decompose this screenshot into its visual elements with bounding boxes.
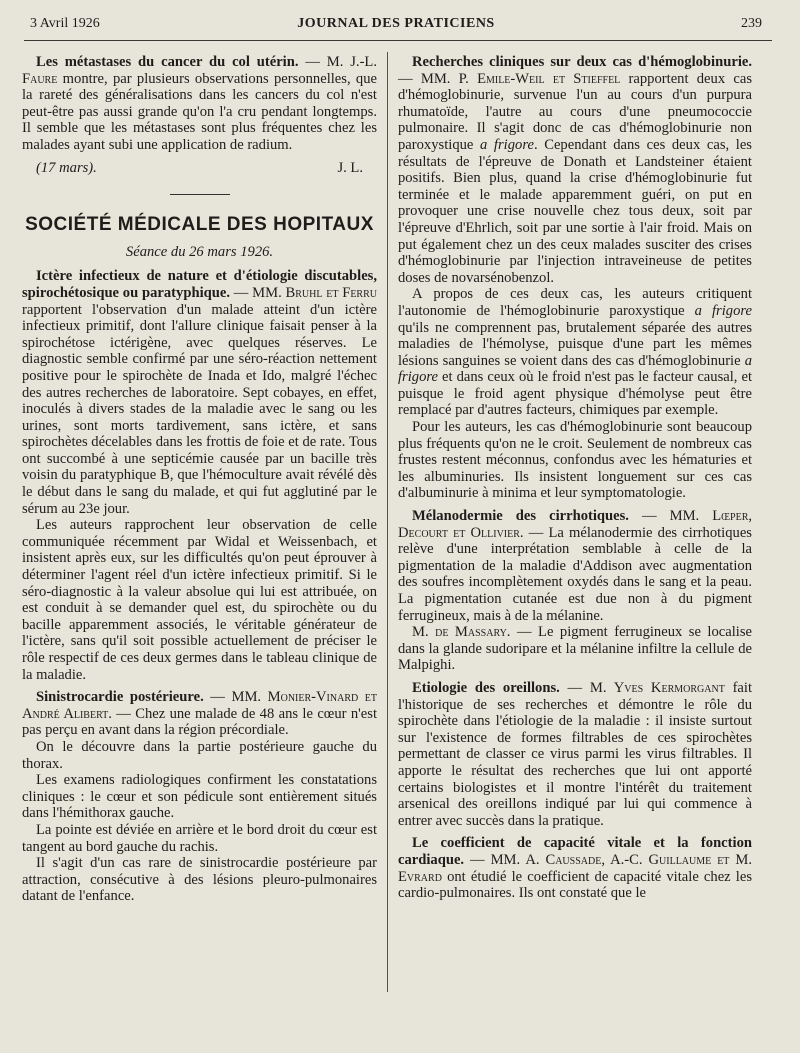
article-body: — La mélanodermie des cirrhotiques relève d'une interprétation semblable à celle de la pigmentation de la maladie d'Addison avec augmentation des soufres incomplètement oxydés dans le sang et la peau. La pigmentation cutanée est due non à du pigment ferrugineux, mais à de la mélanine.: [398, 524, 752, 624]
article-title: Etiologie des oreillons.: [412, 679, 560, 696]
article-paragraph: Il s'agit d'un cas rare de sinistrocardie postérieure par attraction, consécutive à des lésions pleuro-pulmonaires datant de l'enfance.: [22, 855, 377, 905]
separator: —: [559, 679, 590, 696]
separator: —: [298, 54, 327, 70]
article-authors: MM. A. Caussade, A.-C. Guillaume et M. Evrard: [398, 851, 752, 885]
reference-signature: J. L.: [337, 159, 363, 176]
article-paragraph: Les auteurs rapprochent leur observation de celle communiquée récemment par Widal et Weissenbach, et insistent après eux, sur les difficultés qu'on peut éprouver à déterminer l'agent réel d'un ictère infectieux primitif. Si le séro-diagnostic à la valeur absolue qui lui est attribuée, on est conduit à se demander quel est, du spirochète ou du bacille apparemment associés, le véritable générateur de l'ictère, sans qu'il soit possible actuellement de préciser le rôle respectif de ces deux germes dans le tableau clinique de la maladie.: [22, 517, 377, 683]
society-heading: SOCIÉTÉ MÉDICALE DES HOPITAUX: [25, 214, 374, 236]
page-number: 239: [741, 16, 762, 31]
article-capacite-vitale: [398, 835, 752, 901]
header-rule: [24, 40, 772, 41]
article-body: . Cependant dans ces deux cas, les résultats de l'épreuve de Donath et Landsteiner étaient positifs. Bien plus, quand la crise d'hémoglobinurie fut terminée et le malade apparemment guéri, on put en provoquer une crise nouvelle chez tous deux, soit par l'épreuve d'Ehrlich, soit par une sortie à l'air froid. Mais on put également chez un des ceux malades susciter des crises d'hémoglobinurie par l'injection intraveineuse de petites doses de novarsénobenzol.: [398, 136, 752, 286]
article-paragraph: [398, 624, 752, 674]
separator: —: [203, 689, 232, 706]
journal-title: JOURNAL DES PRATICIENS: [297, 16, 495, 31]
article-melanodermie: [398, 508, 752, 624]
article-paragraph: La pointe est déviée en arrière et le bord droit du cœur est tangent au bord gauche du rachis.: [22, 821, 377, 855]
section-rule: [170, 194, 230, 195]
article-body: ont étudié le coefficient de capacité vitale chez les cardio-pulmonaires. Ils ont constaté que le: [398, 868, 752, 902]
issue-date: 3 Avril 1926: [30, 16, 100, 31]
article-body: montre, par plusieurs observations personnelles, que la rareté des généralisations dans les cancers du col n'est peut-être pas aussi grande qu'on l'a cru pendant longtemps. Il semble que les métastases sont plus fréquentes chez les malades ayant subi une application de radium.: [22, 70, 377, 153]
separator: —: [229, 284, 253, 301]
article-title: Les métastases du cancer du col utérin.: [36, 54, 299, 70]
paragraph-text: qu'ils ne comprennent pas, brutalement séparée des autres maladies de l'hémolyse, puisque d'une part les mêmes lésions sanguines se voient dans des cas d'hémoglobinurie: [398, 319, 752, 369]
article-authors: MM. P. Emile-Weil et Stieffel: [420, 70, 621, 87]
article-paragraph: On le découvre dans la partie postérieure gauche du thorax.: [22, 738, 377, 772]
right-column: [398, 54, 752, 902]
latin-term: a frigore: [480, 136, 534, 153]
article-title: Recherches cliniques sur deux cas d'hémoglobinurie.: [412, 54, 752, 70]
column-divider: [387, 52, 388, 992]
latin-term: a frigore: [398, 352, 752, 386]
article-hemoglobinurie: [398, 54, 752, 286]
paragraph-text: A propos de ces deux cas, les auteurs critiquent l'autonomie de l'hémoglobinurie paroxystique: [398, 286, 752, 319]
separator: —: [398, 70, 421, 87]
article-metastases: [22, 54, 377, 154]
latin-term: a frigore: [694, 302, 752, 319]
article-authors: MM. Monier-Vinard et André Alibert.: [22, 689, 377, 722]
article-authors: MM. Bruhl et Ferru: [252, 284, 377, 301]
article-body: rapportent l'observation d'un malade atteint d'un ictère infectieux primitif, dont l'allure clinique faisait penser à la spirochétose ictérigène, avec quelques réserves. Le diagnostic semble confirmé par une séro-réaction nettement positive pour le spirochète de Inada et Ido, malgré l'échec des autres recherches de laboratoire. Sept cobayes, en effet, inoculés à divers stades de la maladie avec le sang ou les urines, sont morts tardivement, sans ictère, et sans spirochètes décelables dans les frottis de foie et de rate. Tous ont succombé à une septicémie causée par un bacille très voisin du paratyphique B, que l'hémoculture avait révélé dès le début dans le sang du malade, et qui fut agglutiné par le sérum au 23e jour.: [22, 301, 377, 517]
article-title: Mélanodermie des cirrhotiques.: [412, 508, 629, 525]
left-column: [22, 54, 377, 905]
article-paragraph: Les examens radiologiques confirment les constatations cliniques : le cœur et son pédicule sont entièrement situés dans l'hémithorax gauche.: [22, 772, 377, 822]
separator: —: [628, 508, 670, 525]
article-ictere: [22, 268, 377, 517]
article-authors: M. de Massary.: [412, 624, 511, 641]
article-body: rapportent deux cas d'hémoglobinurie, survenue l'un au cours d'un purpura rhumatoïde, l'autre au cours d'une pneumococcie pulmonaire. Il s'agit donc de cas d'hémoglobinurie non paroxystique: [398, 70, 752, 153]
article-title: Sinistrocardie postérieure.: [36, 689, 204, 706]
article-reference: [22, 160, 377, 177]
article-oreillons: [398, 680, 752, 829]
article-paragraph: Pour les auteurs, les cas d'hémoglobinurie sont beaucoup plus fréquents qu'on ne le croit. Seulement de nombreux cas frustes restent méconnus, confondus avec les hématuries et les albuminuries. Ils insistent longuement sur ces cas d'albuminurie à minima et leur symptomatologie.: [398, 419, 752, 502]
article-body: — Chez une malade de 48 ans le cœur n'est pas perçu en avant dans la région précordiale.: [22, 705, 377, 739]
paragraph-text: — Le pigment ferrugineux se localise dans la glande sudoripare et la mélanine infiltre la cellule de Malpighi.: [398, 624, 752, 674]
article-body: fait l'historique de ses recherches et démontre le rôle du spirochète dans l'étiologie de la maladie : il insiste surtout sur l'existence de formes filtrables de ces spirochètes permettant de classer ce virus parmi les virus filtrables. Il apporte le résultat des recherches que lui ont apporté certains biologistes et il montre l'intérêt du traitement arsenical des oreillons indiqué par lui qui commence à entrer avec succès dans la pratique.: [398, 679, 753, 829]
running-head: [30, 16, 762, 38]
article-authors: M. Yves Kermorgant: [589, 679, 725, 696]
article-title: Ictère infectieux de nature et d'étiologie discutables, spirochétosique ou paratyphique.: [22, 268, 377, 301]
separator: —: [464, 851, 491, 868]
article-authors: MM. Lœper, Decourt et Ollivier.: [398, 508, 753, 541]
article-paragraph: [398, 286, 752, 419]
session-date: Séance du 26 mars 1926.: [125, 243, 274, 260]
article-title: Le coefficient de capacité vitale et la fonction cardiaque.: [398, 835, 752, 868]
article-sinistrocardie: [22, 689, 377, 739]
paragraph-text: et dans ceux où le froid n'est pas le facteur causal, et puisque le froid agent physique d'hémolyse peut être remplacé par d'autres facteurs, chimiques par exemple.: [398, 369, 752, 419]
reference-date: (17 mars).: [36, 159, 97, 176]
article-authors: M. J.-L. Faure: [22, 54, 377, 87]
